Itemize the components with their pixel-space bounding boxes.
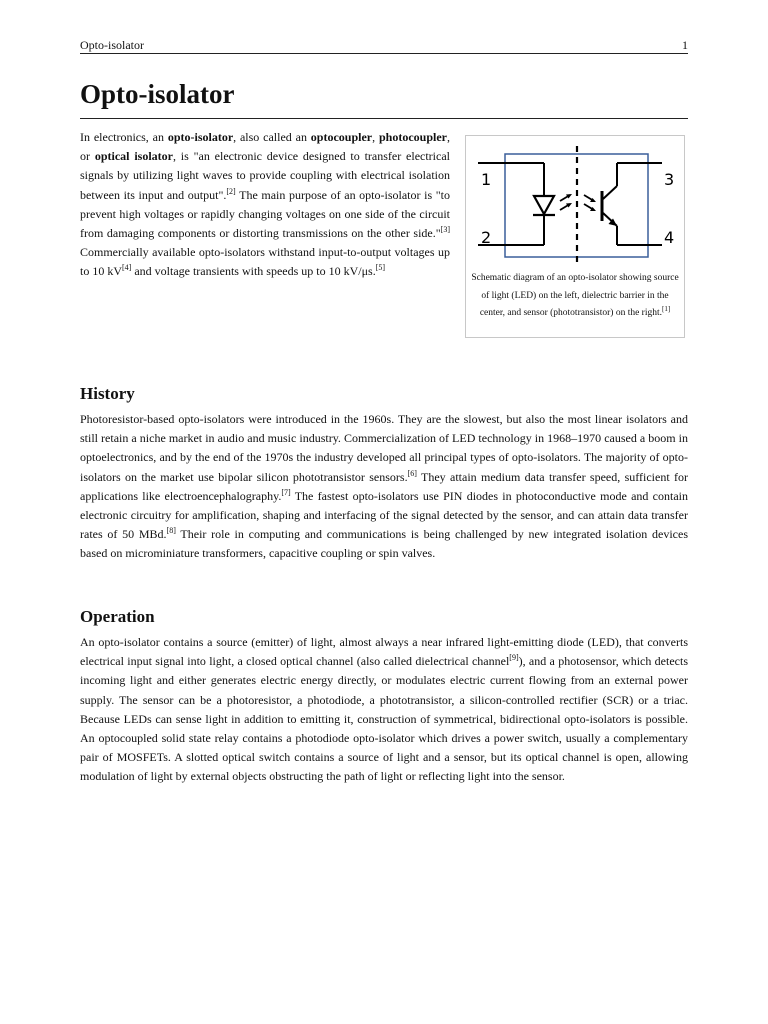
pin-label-2: 2 [481, 228, 492, 247]
history-text: Photoresistor-based opto-isolators were introduced in the 1960s. They are the slowest, but also the most linear isolators and still retain a niche market in audio and music industry. Commercialization of LED technology in 1968–1970 caused a boom in optoelectronics, and by the end of the 1970s the industry developed all principal types of opto-isolators. The majority of opto-isolators on the market use bipolar silicon phototransistor sensors. [80, 412, 688, 484]
intro-text: Commercially available opto-isolators withstand input-to-output voltages up to 10 kV [80, 245, 450, 279]
caption-text: Schematic diagram of an opto-isolator showing source of light (LED) on the left, dielectric barrier in the center, and sensor (phototransistor) on the right. [471, 273, 679, 318]
citation-ref[interactable]: [5] [375, 263, 386, 273]
citation-ref[interactable]: [8] [166, 526, 176, 536]
intro-text: and voltage transients with speeds up to 10 kV/μs. [131, 264, 376, 279]
pin-label-4: 4 [664, 228, 675, 247]
title-rule [80, 118, 688, 119]
page-title: Opto-isolator [80, 79, 235, 109]
intro-text: , [372, 130, 379, 144]
intro-text: , is "an electronic device designed to transfer electrical signals by utilizing light waves to provide coupling with electrical isolation between its input and output". [80, 149, 451, 202]
led-icon [534, 196, 554, 214]
citation-ref[interactable]: [7] [281, 487, 291, 497]
pin-label-3: 3 [664, 170, 675, 189]
opto-isolator-schematic [466, 136, 686, 266]
term-optocoupler: optocoupler [310, 130, 373, 144]
operation-paragraph [80, 633, 688, 787]
intro-text: The main purpose of an opto-isolator is "to prevent high voltages or rapidly changing voltages on one side of the circuit from damaging components or distorting transmissions on the other side." [80, 187, 450, 241]
header-rule [80, 53, 688, 54]
history-text: They attain medium data transfer speed, sufficient for applications like electroencephalography. [80, 469, 688, 503]
term-photocoupler: photocoupler [378, 130, 447, 144]
operation-text: ), and a photosensor, which detects incoming light and either generates electric energy directly, or modulates electric current flowing from an external power supply. The sensor can be a photoresistor, a photodiode, a phototransistor, a silicon-controlled rectifier (SCR) or a triac. Because LEDs can sense light in addition to emitting it, construction of symmetrical, bidirectional opto-isolators is possible. An optocoupled solid state relay contains a photodiode opto-isolator which drives a power switch, usually a complementary pair of MOSFETs. A slotted optical switch contains a source of light and a sensor, but its optical channel is open, allowing modulation of light by external objects obstructing the path of light or reflecting light into the sensor. [80, 654, 688, 784]
collector-lead [603, 186, 617, 199]
running-title: Opto-isolator [80, 38, 144, 52]
term-opto-isolator: opto-isolator [167, 130, 234, 144]
figure-caption [470, 270, 680, 323]
history-text: Their role in computing and communications is being challenged by new integrated isolation devices based on microminiature transformers, capacitive coupling or spin valves. [80, 527, 688, 561]
citation-ref[interactable]: [3] [440, 225, 450, 235]
intro-paragraph [80, 128, 450, 282]
intro-text: , or [80, 130, 450, 164]
history-paragraph [80, 410, 688, 564]
citation-ref[interactable]: [1] [662, 305, 671, 313]
citation-ref[interactable]: [2] [226, 186, 236, 196]
intro-text: In electronics, an [80, 130, 168, 144]
schematic-figure [465, 135, 685, 338]
section-heading-operation: Operation [80, 607, 155, 626]
term-optical-isolator: optical isolator [94, 149, 173, 164]
citation-ref[interactable]: [4] [122, 263, 132, 273]
section-heading-history: History [80, 384, 135, 403]
intro-text: , also called an [233, 130, 311, 144]
operation-text: An opto-isolator contains a source (emitter) of light, almost always a near infrared light-emitting diode (LED), that converts electrical input signal into light, a closed optical channel (also called dielectrical channel [80, 635, 688, 669]
history-text: The fastest opto-isolators use PIN diodes in photoconductive mode and contain electronic circuitry for amplification, shaping and interfacing of the signal detected by the sensor, and can attain data transfer rates of 50 MBd. [80, 488, 688, 542]
page-number: 1 [682, 38, 688, 52]
citation-ref[interactable]: [6] [407, 468, 417, 478]
pin-label-1: 1 [481, 170, 492, 189]
citation-ref[interactable]: [9] [509, 653, 519, 663]
